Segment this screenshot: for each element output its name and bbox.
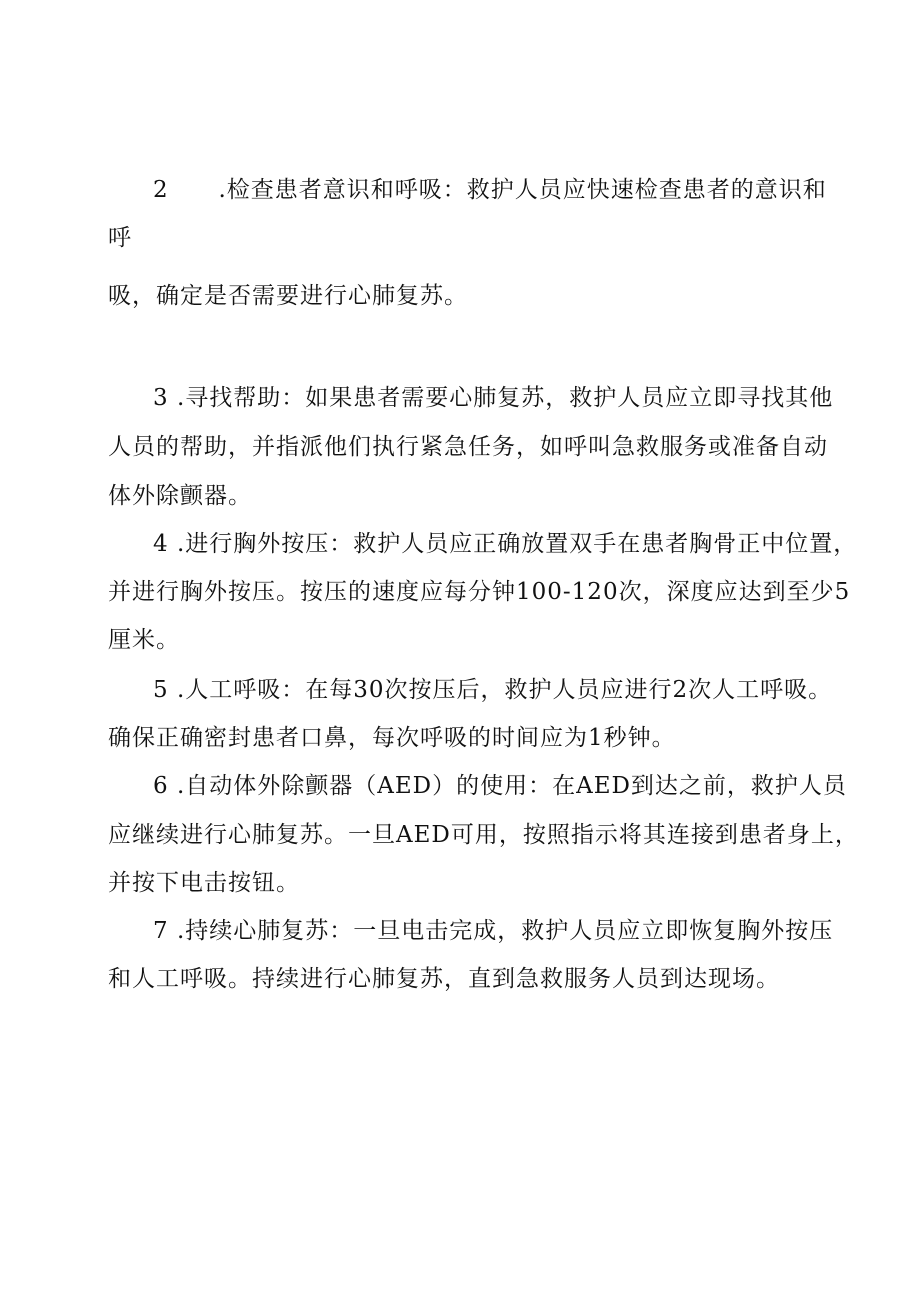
text-line: 呼 [108,225,132,251]
text-line: 6 .自动体外除颤器（AED）的使用：在AED到达之前，救护人员 [153,773,847,799]
text-line: 2 .检查患者意识和呼吸：救护人员应快速检查患者的意识和 [153,177,827,203]
text-line: 4 .进行胸外按压：救护人员应正确放置双手在患者胸骨正中位置， [153,531,858,557]
text-line: 厘米。 [108,627,180,653]
text-line: 应继续进行心肺复苏。一旦AED可用，按照指示将其连接到患者身上， [108,822,859,848]
text-line: 5 .人工呼吸：在每30次按压后，救护人员应进行2次人工呼吸。 [153,677,833,703]
text-line: 并进行胸外按压。按压的速度应每分钟100-120次，深度应达到至少5 [108,579,851,605]
text-line: 和人工呼吸。持续进行心肺复苏，直到急救服务人员到达现场。 [108,966,780,992]
text-line: 3 .寻找帮助：如果患者需要心肺复苏，救护人员应立即寻找其他 [153,385,834,411]
text-line: 人员的帮助，并指派他们执行紧急任务，如呼叫急救服务或准备自动 [108,434,828,460]
text-line: 体外除颤器。 [108,483,252,509]
text-line: 确保正确密封患者口鼻，每次呼吸的时间应为1秒钟。 [108,725,676,751]
text-line: 并按下电击按钮。 [108,870,300,896]
text-line: 7 .持续心肺复苏：一旦电击完成，救护人员应立即恢复胸外按压 [153,918,834,944]
text-line: 吸，确定是否需要进行心肺复苏。 [108,283,468,309]
